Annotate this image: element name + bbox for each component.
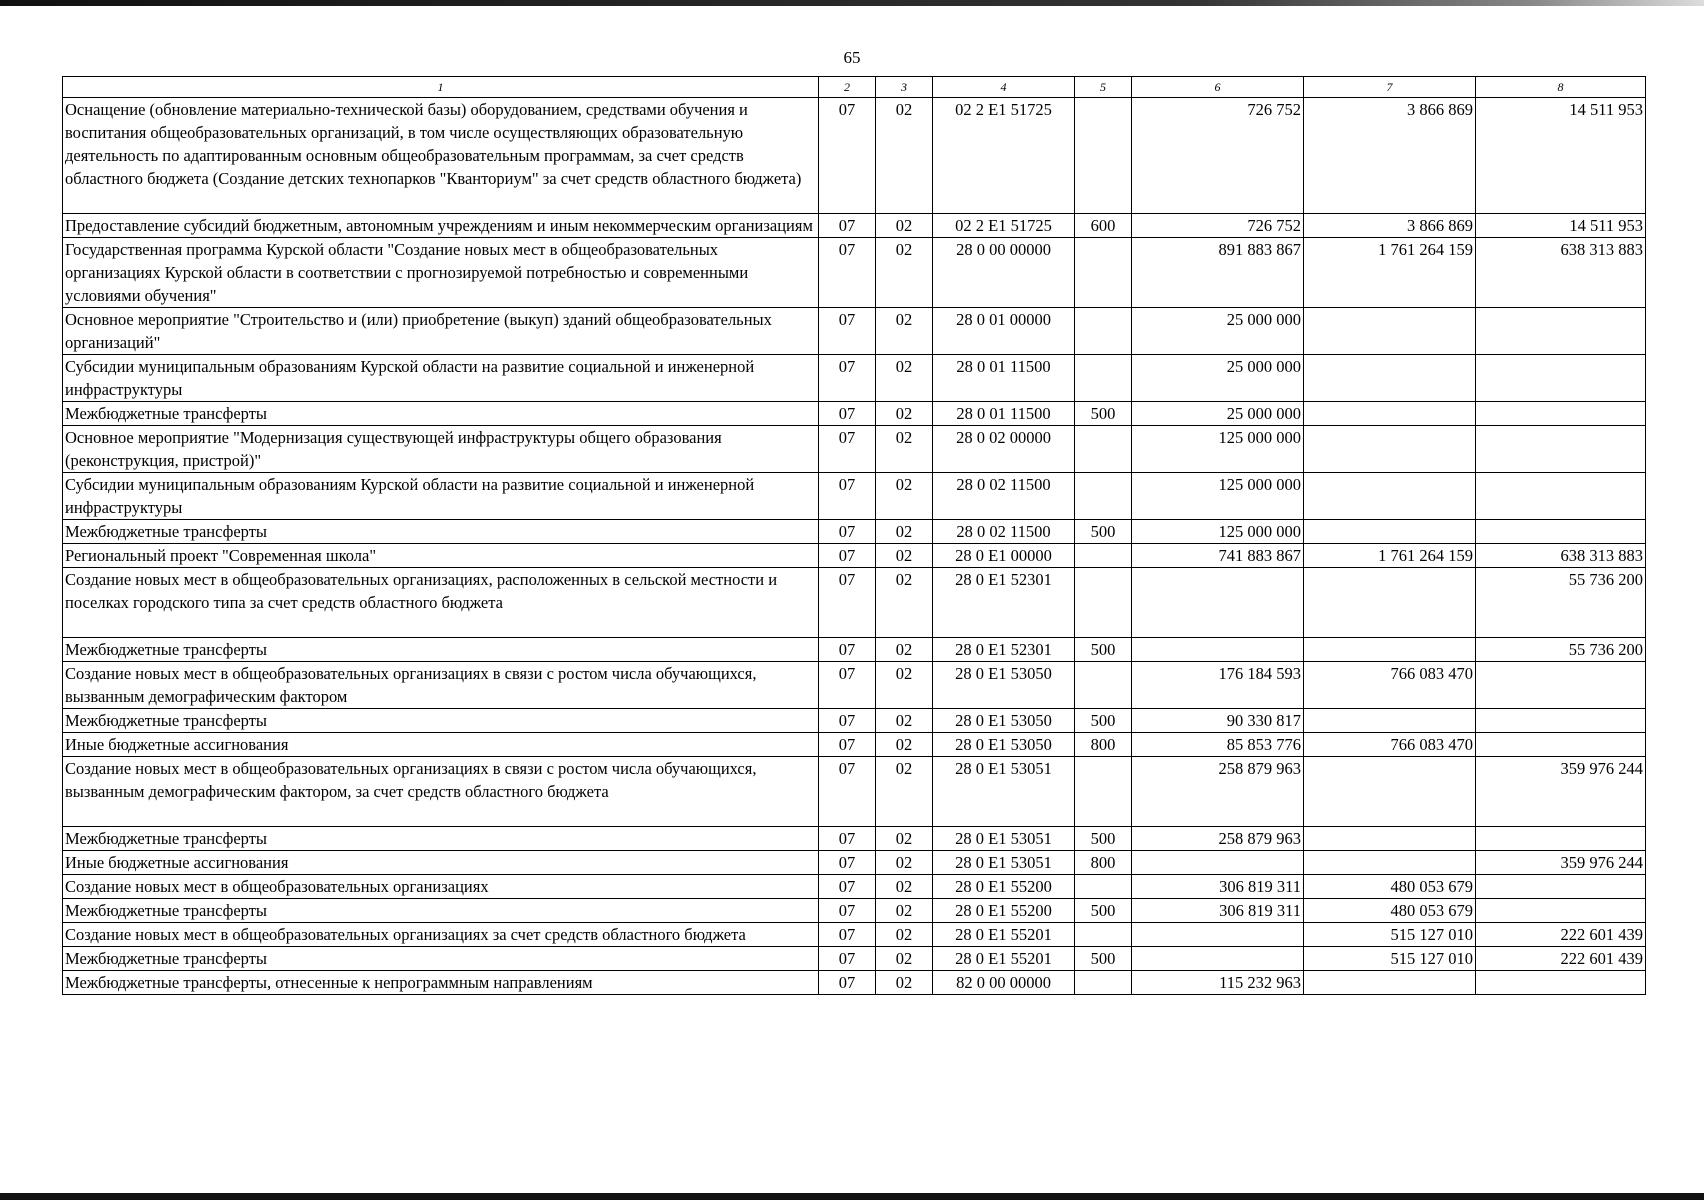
section-code: 07 — [819, 568, 876, 638]
subsection-code: 02 — [876, 402, 933, 426]
amount-col-7 — [1304, 402, 1476, 426]
amount-col-8: 359 976 244 — [1476, 757, 1646, 827]
expense-type-code: 800 — [1075, 851, 1132, 875]
subsection-code: 02 — [876, 709, 933, 733]
section-code: 07 — [819, 308, 876, 355]
table-row — [63, 473, 1646, 520]
section-code: 07 — [819, 402, 876, 426]
amount-col-8 — [1476, 520, 1646, 544]
column-header: 5 — [1075, 77, 1132, 98]
amount-col-6: 90 330 817 — [1132, 709, 1304, 733]
subsection-code: 02 — [876, 827, 933, 851]
column-header: 4 — [933, 77, 1075, 98]
subsection-code: 02 — [876, 473, 933, 520]
amount-col-7 — [1304, 355, 1476, 402]
table-row — [63, 98, 1646, 214]
row-name: Основное мероприятие "Модернизация существующей инфраструктуры общего образования (реконструкция, пристрой)" — [63, 426, 819, 473]
row-name: Создание новых мест в общеобразовательных организациях в связи с ростом числа обучающихся, вызванным демографическим фактором — [63, 662, 819, 709]
expense-type-code — [1075, 473, 1132, 520]
amount-col-8 — [1476, 402, 1646, 426]
section-code: 07 — [819, 355, 876, 402]
column-header: 8 — [1476, 77, 1646, 98]
amount-col-6: 726 752 — [1132, 98, 1304, 214]
amount-col-6: 125 000 000 — [1132, 473, 1304, 520]
amount-col-7 — [1304, 426, 1476, 473]
target-article-code: 28 0 E1 00000 — [933, 544, 1075, 568]
amount-col-6 — [1132, 947, 1304, 971]
subsection-code: 02 — [876, 520, 933, 544]
section-code: 07 — [819, 971, 876, 995]
section-code: 07 — [819, 238, 876, 308]
column-header: 2 — [819, 77, 876, 98]
target-article-code: 28 0 02 11500 — [933, 473, 1075, 520]
section-code: 07 — [819, 98, 876, 214]
expense-type-code: 500 — [1075, 520, 1132, 544]
amount-col-7 — [1304, 827, 1476, 851]
amount-col-8 — [1476, 308, 1646, 355]
subsection-code: 02 — [876, 851, 933, 875]
table-row — [63, 709, 1646, 733]
amount-col-8: 222 601 439 — [1476, 947, 1646, 971]
table-row — [63, 426, 1646, 473]
amount-col-6 — [1132, 851, 1304, 875]
page-number: 65 — [843, 48, 861, 67]
table-row — [63, 544, 1646, 568]
expense-type-code — [1075, 662, 1132, 709]
amount-col-7: 766 083 470 — [1304, 662, 1476, 709]
row-name: Региональный проект "Современная школа" — [63, 544, 819, 568]
amount-col-8 — [1476, 899, 1646, 923]
amount-col-7: 1 761 264 159 — [1304, 544, 1476, 568]
section-code: 07 — [819, 757, 876, 827]
scan-edge-top — [0, 0, 1704, 6]
expense-type-code — [1075, 875, 1132, 899]
subsection-code: 02 — [876, 638, 933, 662]
row-name: Субсидии муниципальным образованиям Курской области на развитие социальной и инженерной инфраструктуры — [63, 355, 819, 402]
row-name: Иные бюджетные ассигнования — [63, 851, 819, 875]
subsection-code: 02 — [876, 971, 933, 995]
amount-col-7 — [1304, 638, 1476, 662]
expense-type-code — [1075, 544, 1132, 568]
expense-type-code — [1075, 971, 1132, 995]
column-header: 3 — [876, 77, 933, 98]
amount-col-8 — [1476, 709, 1646, 733]
target-article-code: 28 0 E1 53051 — [933, 827, 1075, 851]
amount-col-6: 891 883 867 — [1132, 238, 1304, 308]
table-row — [63, 308, 1646, 355]
amount-col-7: 480 053 679 — [1304, 899, 1476, 923]
amount-col-6: 25 000 000 — [1132, 402, 1304, 426]
amount-col-6: 176 184 593 — [1132, 662, 1304, 709]
section-code: 07 — [819, 899, 876, 923]
subsection-code: 02 — [876, 544, 933, 568]
expense-type-code — [1075, 426, 1132, 473]
table-row — [63, 971, 1646, 995]
expense-type-code: 800 — [1075, 733, 1132, 757]
amount-col-8 — [1476, 662, 1646, 709]
section-code: 07 — [819, 520, 876, 544]
amount-col-8: 638 313 883 — [1476, 238, 1646, 308]
budget-table — [62, 76, 1646, 995]
expense-type-code: 500 — [1075, 899, 1132, 923]
amount-col-7 — [1304, 757, 1476, 827]
amount-col-6: 85 853 776 — [1132, 733, 1304, 757]
amount-col-6 — [1132, 638, 1304, 662]
amount-col-8 — [1476, 355, 1646, 402]
target-article-code: 28 0 01 11500 — [933, 355, 1075, 402]
amount-col-7: 766 083 470 — [1304, 733, 1476, 757]
amount-col-8: 55 736 200 — [1476, 568, 1646, 638]
amount-col-7: 3 866 869 — [1304, 98, 1476, 214]
amount-col-6: 306 819 311 — [1132, 899, 1304, 923]
section-code: 07 — [819, 473, 876, 520]
amount-col-8 — [1476, 875, 1646, 899]
section-code: 07 — [819, 709, 876, 733]
target-article-code: 02 2 E1 51725 — [933, 214, 1075, 238]
amount-col-8 — [1476, 827, 1646, 851]
target-article-code: 28 0 01 11500 — [933, 402, 1075, 426]
table-row — [63, 947, 1646, 971]
amount-col-6: 306 819 311 — [1132, 875, 1304, 899]
table-row — [63, 638, 1646, 662]
section-code: 07 — [819, 733, 876, 757]
expense-type-code: 500 — [1075, 709, 1132, 733]
amount-col-8: 638 313 883 — [1476, 544, 1646, 568]
row-name: Межбюджетные трансферты, отнесенные к непрограммным направлениям — [63, 971, 819, 995]
row-name: Межбюджетные трансферты — [63, 520, 819, 544]
amount-col-8: 359 976 244 — [1476, 851, 1646, 875]
target-article-code: 28 0 E1 52301 — [933, 638, 1075, 662]
row-name: Субсидии муниципальным образованиям Курской области на развитие социальной и инженерной инфраструктуры — [63, 473, 819, 520]
amount-col-6: 258 879 963 — [1132, 757, 1304, 827]
target-article-code: 28 0 E1 53051 — [933, 757, 1075, 827]
amount-col-7: 3 866 869 — [1304, 214, 1476, 238]
amount-col-8 — [1476, 473, 1646, 520]
subsection-code: 02 — [876, 355, 933, 402]
amount-col-8 — [1476, 733, 1646, 757]
row-name: Межбюджетные трансферты — [63, 709, 819, 733]
table-row — [63, 355, 1646, 402]
row-name: Межбюджетные трансферты — [63, 947, 819, 971]
target-article-code: 02 2 E1 51725 — [933, 98, 1075, 214]
row-name: Создание новых мест в общеобразовательных организациях в связи с ростом числа обучающихся, вызванным демографическим фактором, за счет средств областного бюджета — [63, 757, 819, 827]
amount-col-8: 55 736 200 — [1476, 638, 1646, 662]
row-name: Создание новых мест в общеобразовательных организациях — [63, 875, 819, 899]
subsection-code: 02 — [876, 662, 933, 709]
section-code: 07 — [819, 827, 876, 851]
table-row — [63, 851, 1646, 875]
target-article-code: 82 0 00 00000 — [933, 971, 1075, 995]
expense-type-code — [1075, 98, 1132, 214]
subsection-code: 02 — [876, 426, 933, 473]
target-article-code: 28 0 E1 53050 — [933, 709, 1075, 733]
target-article-code: 28 0 02 11500 — [933, 520, 1075, 544]
amount-col-8: 222 601 439 — [1476, 923, 1646, 947]
subsection-code: 02 — [876, 733, 933, 757]
target-article-code: 28 0 E1 53050 — [933, 662, 1075, 709]
expense-type-code — [1075, 355, 1132, 402]
column-header: 1 — [63, 77, 819, 98]
column-header: 6 — [1132, 77, 1304, 98]
row-name: Создание новых мест в общеобразовательных организациях, расположенных в сельской местности и поселках городского типа за счет средств областного бюджета — [63, 568, 819, 638]
target-article-code: 28 0 E1 53050 — [933, 733, 1075, 757]
section-code: 07 — [819, 544, 876, 568]
row-name: Государственная программа Курской области "Создание новых мест в общеобразовательных организациях Курской области в соответствии с прогнозируемой потребностью и современными условиями обучения" — [63, 238, 819, 308]
target-article-code: 28 0 E1 52301 — [933, 568, 1075, 638]
amount-col-6 — [1132, 923, 1304, 947]
amount-col-7: 515 127 010 — [1304, 947, 1476, 971]
row-name: Межбюджетные трансферты — [63, 402, 819, 426]
amount-col-7 — [1304, 971, 1476, 995]
amount-col-6: 741 883 867 — [1132, 544, 1304, 568]
subsection-code: 02 — [876, 98, 933, 214]
expense-type-code — [1075, 757, 1132, 827]
row-name: Оснащение (обновление материально-технической базы) оборудованием, средствами обучения и воспитания общеобразовательных организаций, в том числе осуществляющих образовательную деятельность по адаптированным основным общеобразовательным программам, за счет средств областного бюджета (Создание детских технопарков "Кванториум" за счет средств областного бюджета) — [63, 98, 819, 214]
amount-col-7: 515 127 010 — [1304, 923, 1476, 947]
expense-type-code: 600 — [1075, 214, 1132, 238]
amount-col-6: 125 000 000 — [1132, 426, 1304, 473]
amount-col-8 — [1476, 426, 1646, 473]
table-row — [63, 238, 1646, 308]
table-row — [63, 568, 1646, 638]
amount-col-6: 125 000 000 — [1132, 520, 1304, 544]
amount-col-8 — [1476, 971, 1646, 995]
amount-col-6: 115 232 963 — [1132, 971, 1304, 995]
expense-type-code — [1075, 568, 1132, 638]
expense-type-code — [1075, 308, 1132, 355]
table-row — [63, 899, 1646, 923]
table-row — [63, 402, 1646, 426]
amount-col-6: 726 752 — [1132, 214, 1304, 238]
target-article-code: 28 0 00 00000 — [933, 238, 1075, 308]
amount-col-7 — [1304, 709, 1476, 733]
section-code: 07 — [819, 947, 876, 971]
scan-edge-bottom — [0, 1193, 1704, 1200]
amount-col-7 — [1304, 308, 1476, 355]
table-row — [63, 827, 1646, 851]
table-row — [63, 662, 1646, 709]
amount-col-7 — [1304, 473, 1476, 520]
amount-col-7 — [1304, 851, 1476, 875]
subsection-code: 02 — [876, 923, 933, 947]
table-row — [63, 214, 1646, 238]
subsection-code: 02 — [876, 568, 933, 638]
amount-col-8: 14 511 953 — [1476, 98, 1646, 214]
table-row — [63, 520, 1646, 544]
row-name: Основное мероприятие "Строительство и (или) приобретение (выкуп) зданий общеобразовательных организаций" — [63, 308, 819, 355]
expense-type-code: 500 — [1075, 402, 1132, 426]
expense-type-code: 500 — [1075, 827, 1132, 851]
expense-type-code: 500 — [1075, 947, 1132, 971]
row-name: Межбюджетные трансферты — [63, 827, 819, 851]
expense-type-code — [1075, 238, 1132, 308]
row-name: Межбюджетные трансферты — [63, 638, 819, 662]
subsection-code: 02 — [876, 238, 933, 308]
table-row — [63, 757, 1646, 827]
table-row — [63, 733, 1646, 757]
target-article-code: 28 0 E1 55201 — [933, 947, 1075, 971]
amount-col-7 — [1304, 520, 1476, 544]
subsection-code: 02 — [876, 947, 933, 971]
target-article-code: 28 0 01 00000 — [933, 308, 1075, 355]
target-article-code: 28 0 E1 53051 — [933, 851, 1075, 875]
column-header: 7 — [1304, 77, 1476, 98]
row-name: Предоставление субсидий бюджетным, автономным учреждениям и иным некоммерческим организациям — [63, 214, 819, 238]
section-code: 07 — [819, 875, 876, 899]
row-name: Иные бюджетные ассигнования — [63, 733, 819, 757]
subsection-code: 02 — [876, 308, 933, 355]
target-article-code: 28 0 E1 55201 — [933, 923, 1075, 947]
section-code: 07 — [819, 662, 876, 709]
amount-col-8: 14 511 953 — [1476, 214, 1646, 238]
section-code: 07 — [819, 426, 876, 473]
table-header-row — [63, 77, 1646, 98]
expense-type-code — [1075, 923, 1132, 947]
expense-type-code: 500 — [1075, 638, 1132, 662]
table-row — [63, 875, 1646, 899]
section-code: 07 — [819, 214, 876, 238]
subsection-code: 02 — [876, 875, 933, 899]
section-code: 07 — [819, 851, 876, 875]
amount-col-7 — [1304, 568, 1476, 638]
row-name: Межбюджетные трансферты — [63, 899, 819, 923]
target-article-code: 28 0 E1 55200 — [933, 899, 1075, 923]
amount-col-6: 258 879 963 — [1132, 827, 1304, 851]
amount-col-6: 25 000 000 — [1132, 355, 1304, 402]
amount-col-6 — [1132, 568, 1304, 638]
section-code: 07 — [819, 638, 876, 662]
subsection-code: 02 — [876, 214, 933, 238]
amount-col-7: 1 761 264 159 — [1304, 238, 1476, 308]
target-article-code: 28 0 E1 55200 — [933, 875, 1075, 899]
row-name: Создание новых мест в общеобразовательных организациях за счет средств областного бюджета — [63, 923, 819, 947]
amount-col-7: 480 053 679 — [1304, 875, 1476, 899]
amount-col-6: 25 000 000 — [1132, 308, 1304, 355]
table-row — [63, 923, 1646, 947]
target-article-code: 28 0 02 00000 — [933, 426, 1075, 473]
section-code: 07 — [819, 923, 876, 947]
subsection-code: 02 — [876, 899, 933, 923]
subsection-code: 02 — [876, 757, 933, 827]
